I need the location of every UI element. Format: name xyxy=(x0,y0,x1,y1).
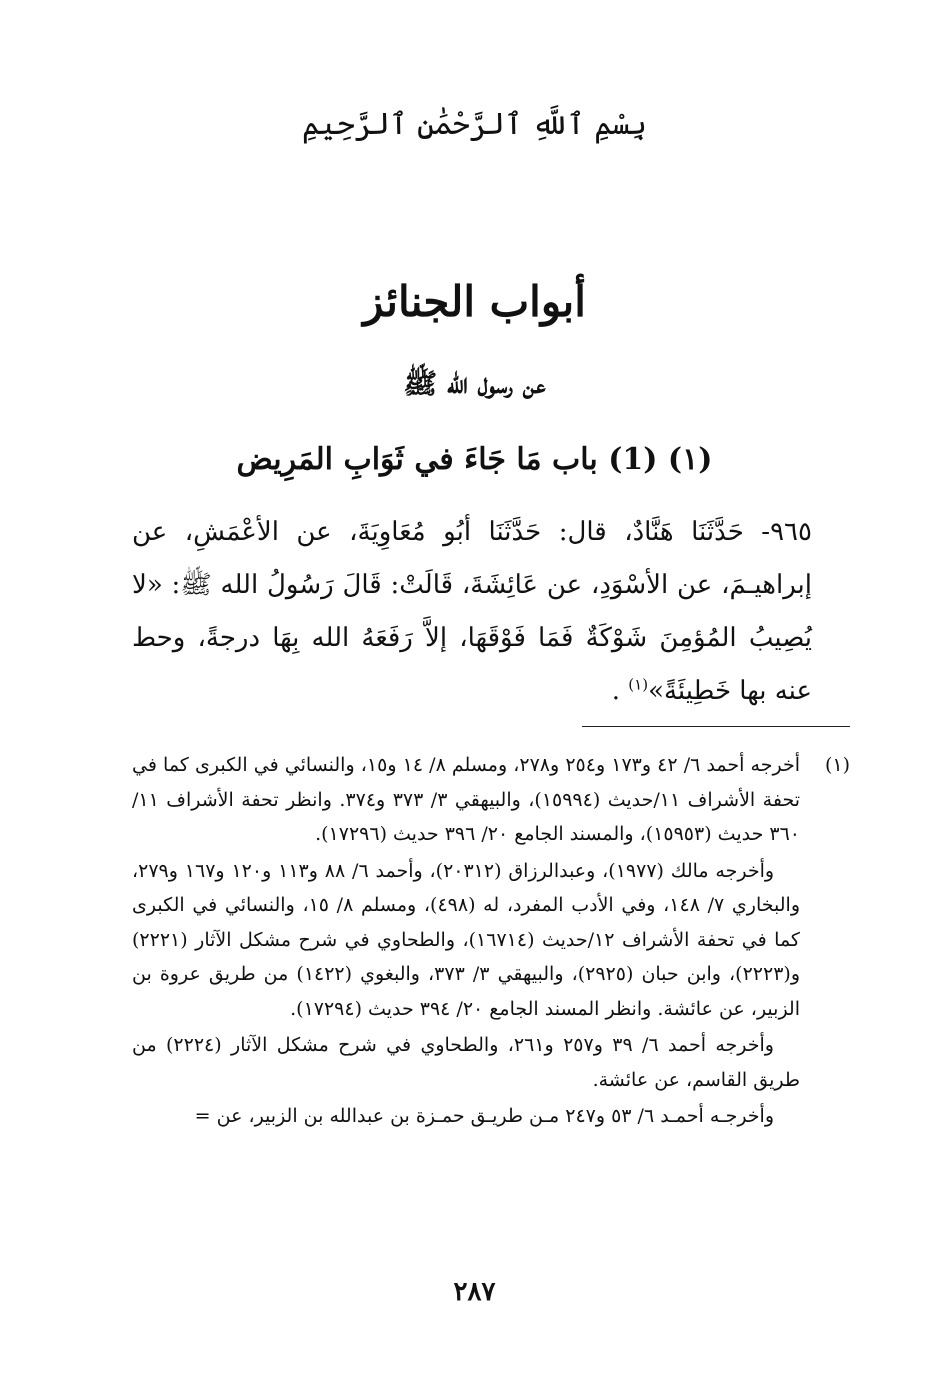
basmala-heading: بِسْمِ ٱللَّهِ ٱلرَّحْمَٰنِ ٱلرَّحِيمِ xyxy=(301,107,647,142)
page-number: ٢٨٧ xyxy=(453,1277,496,1307)
book-title: أبواب الجنائز xyxy=(363,277,586,326)
footnote-1 xyxy=(132,748,850,852)
footnote-number: (١) xyxy=(824,754,850,776)
footnote-text: أخرجه أحمد ٦/ ٤٢ و١٧٣ و٢٥٤ و٢٧٨، ومسلم ٨/ ١٤ و١٥، والنسائي في الكبرى كما في تحفة الأشراف ١١/حديث (١٥٩٩٤)، والبيهقي ٣/ ٣٧٣ و٣٧٤. وانظر تحفة الأشراف ١١/ ٣٦٠ حديث (١٥٩٥٣)، والمسند الجامع ٢٠/ ٣٩٦ حديث (١٧٢٩٦). xyxy=(132,754,800,845)
hadith-end: . xyxy=(611,676,629,706)
footnotes-section xyxy=(132,748,850,1134)
footnote-paragraph: وأخرجـه أحمـد ٦/ ٥٣ و٢٤٧ مـن طريـق حمـزة بن عبدالله بن الزبير، عن = xyxy=(194,1105,774,1127)
footnote-paragraph: وأخرجه أحمد ٦/ ٣٩ و٢٥٧ و٢٦١، والطحاوي في شرح مشكل الآثار (٢٢٢٤) من طريق القاسم، عن عائشة. xyxy=(132,1034,800,1091)
book-subtitle: عن رسول الله ﷺ xyxy=(403,367,546,400)
footnote-reference: (١) xyxy=(628,675,649,694)
hadith-body: ٩٦٥- حَدَّثَنَا هَنَّادٌ، قال: حَدَّثَنَا أبُو مُعَاوِيَةَ، عن الأعْمَشِ، عن إبراهيـمَ، عن الأسْوَدِ، عن عَائِشَةَ، قَالَتْ: قَالَ رَسُولُ الله ﷺ: «لا يُصِيبُ المُؤمِنَ شَوْكَةٌ فَمَا فَوْقَهَا، إلاَّ رَفَعَهُ الله بِهَا درجةً، وحط عنه بها خَطِيئَةً» xyxy=(132,517,812,706)
footnote-paragraph: وأخرجه مالك (١٩٧٧)، وعبدالرزاق (٢٠٣١٢)، وأحمد ٦/ ٨٨ و١١٣ و١٢٠ و١٦٧ و٢٧٩، والبخاري ٧/ ١٤٨، وفي الأدب المفرد، له (٤٩٨)، ومسلم ٨/ ١٥، والنسائي في الكبرى كما في تحفة الأشراف ١٢/حديث (١٦٧١٤)، والطحاوي في شرح مشكل الآثار (٢٢٢١) و(٢٢٢٣)، وابن حبان (٢٩٢٥)، والبيهقي ٣/ ٣٧٣، والبغوي (١٤٢٢) من طريق عروة بن الزبير، عن عائشة. وانظر المسند الجامع ٢٠/ ٣٩٤ حديث (١٧٢٩٤). xyxy=(132,859,800,1020)
footnote-divider xyxy=(582,726,850,727)
hadith-text xyxy=(132,506,812,718)
chapter-heading: (١) (1) باب مَا جَاءَ في ثَوَابِ المَرِيض xyxy=(236,442,713,477)
